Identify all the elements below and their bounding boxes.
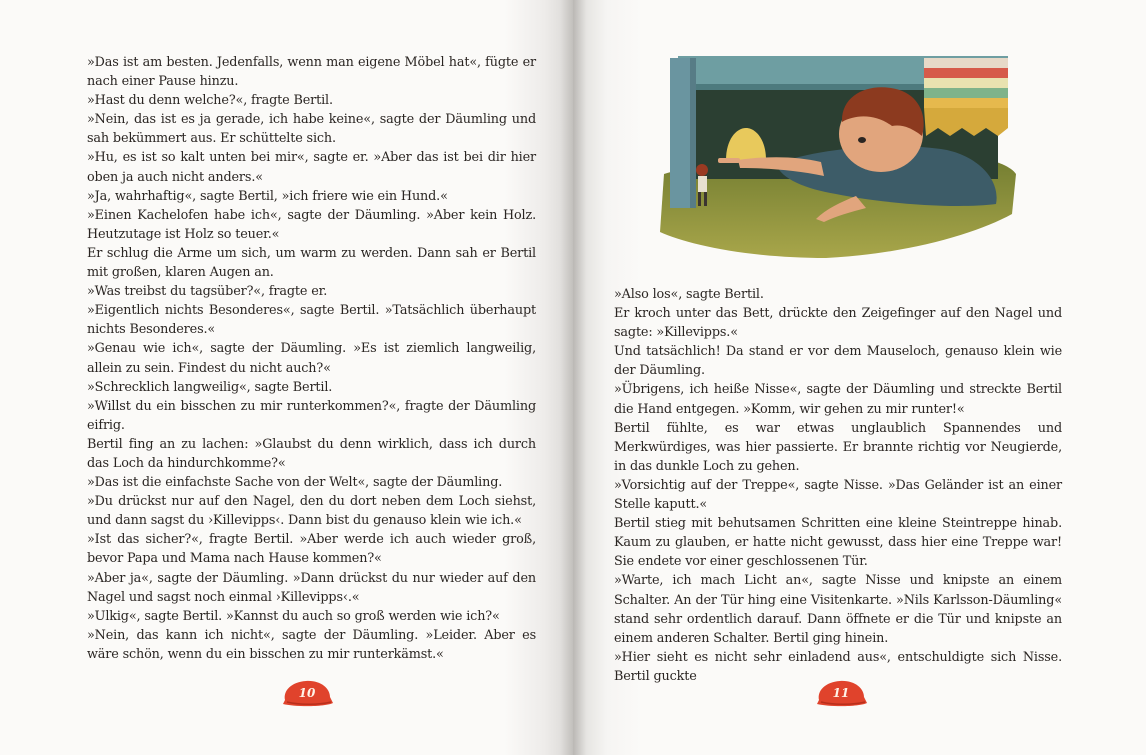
- paragraph: »Hu, es ist so kalt unten bei mir«, sagte er. »Aber das ist bei dir hier oben ja auch nicht anders.«: [87, 150, 536, 185]
- paragraph: Er schlug die Arme um sich, um warm zu werden. Dann sah er Bertil mit großen, klaren Augen an.: [87, 245, 536, 281]
- paragraph: »Übrigens, ich heiße Nisse«, sagte der Däumling und streckte Bertil die Hand entgegen. »Komm, wir gehen zu mir runter!«: [614, 382, 1062, 417]
- paragraph: »Hier sieht es nicht sehr einladend aus«, entschuldigte sich Nisse. Bertil guckte: [614, 649, 1062, 684]
- page-number-badge: [279, 676, 335, 712]
- illustration-boy-under-bed: [656, 44, 1018, 262]
- book-gutter: [560, 0, 586, 755]
- paragraph: Und tatsächlich! Da stand er vor dem Mauseloch, genauso klein wie der Däumling.: [614, 344, 1062, 379]
- page-number: 11: [832, 686, 850, 700]
- left-page-text: [87, 53, 536, 664]
- paragraph: »Du drückst nur auf den Nagel, den du dort neben dem Loch siehst, und dann sagst du ›Killevipps‹. Dann bist du genauso klein wie ich.«: [87, 494, 536, 529]
- page-number-badge: [813, 676, 869, 712]
- right-page: [573, 0, 1146, 755]
- paragraph: »Das ist am besten. Jedenfalls, wenn man eigene Möbel hat«, fügte er nach einer Pause hinzu.: [87, 55, 536, 90]
- paragraph: »Genau wie ich«, sagte der Däumling. »Es ist ziemlich langweilig, allein zu sein. Findest du nicht auch?«: [87, 341, 536, 376]
- paragraph: »Das ist die einfachste Sache von der Welt«, sagte der Däumling.: [87, 475, 503, 491]
- paragraph: Er kroch unter das Bett, drückte den Zeigefinger auf den Nagel und sagte: »Killevipps.«: [614, 306, 1062, 341]
- paragraph: »Aber ja«, sagte der Däumling. »Dann drückst du nur wieder auf den Nagel und sagst noch einmal ›Killevipps‹.«: [87, 570, 536, 605]
- paragraph: »Ja, wahrhaftig«, sagte Bertil, »ich friere wie ein Hund.«: [87, 188, 448, 204]
- paragraph: »Nein, das ist es ja gerade, ich habe keine«, sagte der Däumling und sah bekümmert aus. Er schüttelte sich.: [87, 112, 536, 147]
- paragraph: Bertil fühlte, es war etwas unglaublich Spannendes und Merkwürdiges, was hier passierte. Er brannte richtig vor Neugierde, in das dunkle Loch zu gehen.: [614, 420, 1062, 474]
- page-number: 10: [298, 686, 316, 700]
- paragraph: »Nein, das kann ich nicht«, sagte der Däumling. »Leider. Aber es wäre schön, wenn du ein bisschen zu mir runterkämst.«: [87, 627, 536, 662]
- right-page-text: [614, 285, 1062, 686]
- paragraph: »Eigentlich nichts Besonderes«, sagte Bertil. »Tatsächlich überhaupt nichts Besonderes.«: [87, 303, 536, 338]
- paragraph: »Vorsichtig auf der Treppe«, sagte Nisse. »Das Geländer ist an einer Stelle kaputt.«: [614, 477, 1062, 513]
- paragraph: »Schrecklich langweilig«, sagte Bertil.: [87, 379, 333, 395]
- paragraph: »Willst du ein bisschen zu mir runterkommen?«, fragte der Däumling eifrig.: [87, 398, 536, 433]
- paragraph: »Ist das sicher?«, fragte Bertil. »Aber werde ich auch wieder groß, bevor Papa und Mama nach Hause kommen?«: [87, 532, 536, 567]
- paragraph: »Also los«, sagte Bertil.: [614, 287, 764, 302]
- paragraph: Bertil fing an zu lachen: »Glaubst du denn wirklich, dass ich durch das Loch da hindurchkomme?«: [87, 436, 536, 471]
- paragraph: »Was treibst du tagsüber?«, fragte er.: [87, 284, 328, 300]
- paragraph: »Hast du denn welche?«, fragte Bertil.: [87, 93, 333, 109]
- paragraph: »Ulkig«, sagte Bertil. »Kannst du auch so groß werden wie ich?«: [87, 608, 500, 624]
- paragraph: »Warte, ich mach Licht an«, sagte Nisse und knipste an einem Schalter. An der Tür hing eine Visitenkarte. »Nils Karlsson-Däumling« stand sehr ordentlich darauf. Dann öffnete er die Tür und knipste an einem anderen Schalter. Bertil ging hinein.: [614, 573, 1062, 646]
- paragraph: Bertil stieg mit behutsamen Schritten eine kleine Steintreppe hinab. Kaum zu glauben, er hatte nicht gewusst, dass hier eine Treppe war! Sie endete vor einer geschlossenen Tür.: [614, 516, 1062, 570]
- paragraph: »Einen Kachelofen habe ich«, sagte der Däumling. »Aber kein Holz. Heutzutage ist Holz so teuer.«: [87, 207, 536, 242]
